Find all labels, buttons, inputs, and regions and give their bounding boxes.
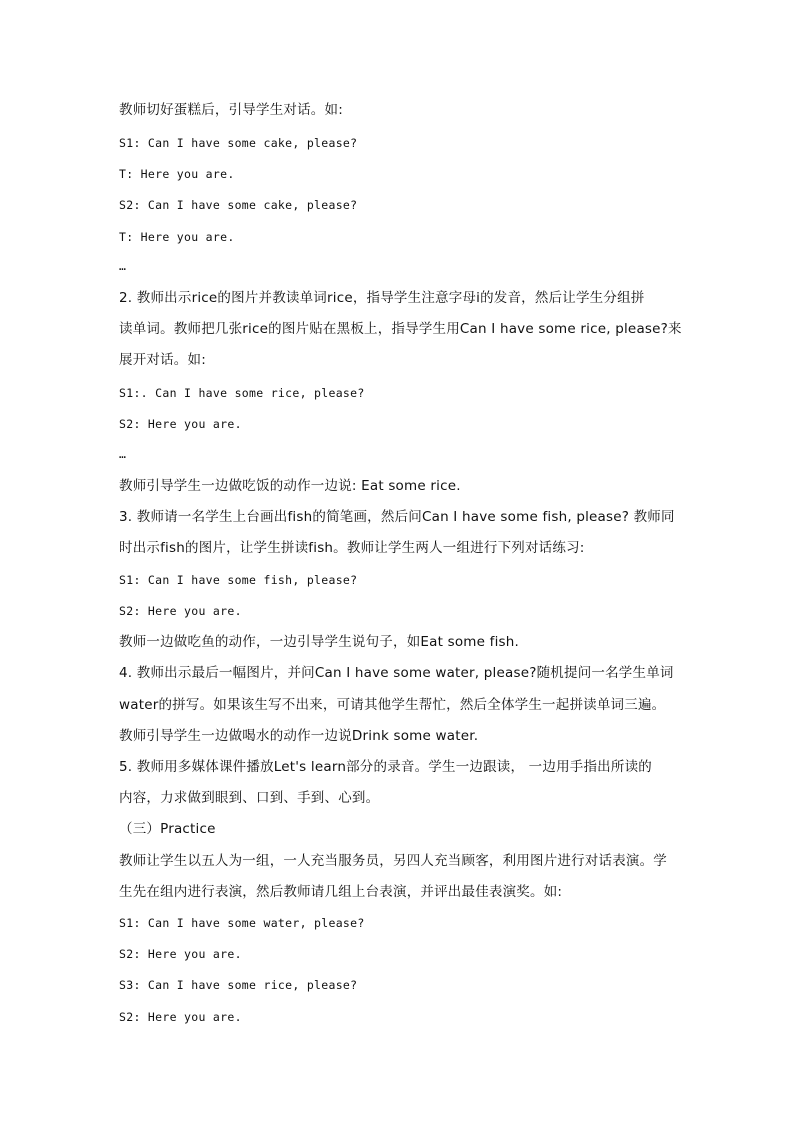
dialogue-line: T: Here you are. bbox=[119, 167, 235, 181]
dialogue-line: S1: Can I have some water, please? bbox=[119, 916, 365, 930]
text-line: 2. 教师出示rice的图片并教读单词rice，指导学生注意字母i的发音，然后让学生分组拼 bbox=[119, 290, 645, 306]
text-line: 生先在组内进行表演，然后教师请几组上台表演，并评出最佳表演奖。如: bbox=[119, 884, 563, 900]
dialogue-line: S1: Can I have some cake, please? bbox=[119, 136, 358, 150]
dialogue-line: T: Here you are. bbox=[119, 230, 235, 244]
dialogue-line: S1: Can I have some fish, please? bbox=[119, 573, 358, 587]
text-line: 读单词。教师把几张rice的图片贴在黑板上，指导学生用Can I have some rice, please?来 bbox=[119, 321, 682, 337]
dialogue-line: S3: Can I have some rice, please? bbox=[119, 978, 358, 992]
text-line: 3. 教师请一名学生上台画出fish的简笔画，然后问Can I have some fish, please? 教师同 bbox=[119, 509, 675, 525]
dialogue-line: S2: Here you are. bbox=[119, 417, 242, 431]
dialogue-line: S2: Can I have some cake, please? bbox=[119, 198, 358, 212]
dialogue-line: S2: Here you are. bbox=[119, 1010, 242, 1024]
ellipsis-line: … bbox=[119, 447, 127, 461]
dialogue-line: S2: Here you are. bbox=[119, 947, 242, 961]
text-line: water的拼写。如果该生写不出来，可请其他学生帮忙，然后全体学生一起拼读单词三遍。 bbox=[119, 697, 666, 713]
text-line: 教师一边做吃鱼的动作，一边引导学生说句子，如Eat some fish. bbox=[119, 634, 520, 650]
text-line: 教师引导学生一边做喝水的动作一边说Drink some water. bbox=[119, 728, 479, 744]
text-line: 展开对话。如: bbox=[119, 352, 206, 368]
dialogue-line: S2: Here you are. bbox=[119, 604, 242, 618]
text-line: 4. 教师出示最后一幅图片，并问Can I have some water, please?随机提问一名学生单词 bbox=[119, 665, 674, 681]
text-line: 时出示fish的图片，让学生拼读fish。教师让学生两人一组进行下列对话练习: bbox=[119, 540, 585, 556]
text-line: 教师切好蛋糕后，引导学生对话。如: bbox=[119, 102, 343, 118]
section-heading: （三）Practice bbox=[119, 821, 216, 837]
text-line: 教师引导学生一边做吃饭的动作一边说: Eat some rice. bbox=[119, 478, 461, 494]
text-line: 内容，力求做到眼到、口到、手到、心到。 bbox=[119, 790, 380, 806]
text-line: 教师让学生以五人为一组，一人充当服务员，另四人充当顾客，利用图片进行对话表演。学 bbox=[119, 853, 667, 869]
ellipsis-line: … bbox=[119, 259, 127, 273]
text-line: 5. 教师用多媒体课件播放Let's learn部分的录音。学生一边跟读， 一边用手指出所读的 bbox=[119, 759, 652, 775]
dialogue-line: S1:. Can I have some rice, please? bbox=[119, 386, 365, 400]
